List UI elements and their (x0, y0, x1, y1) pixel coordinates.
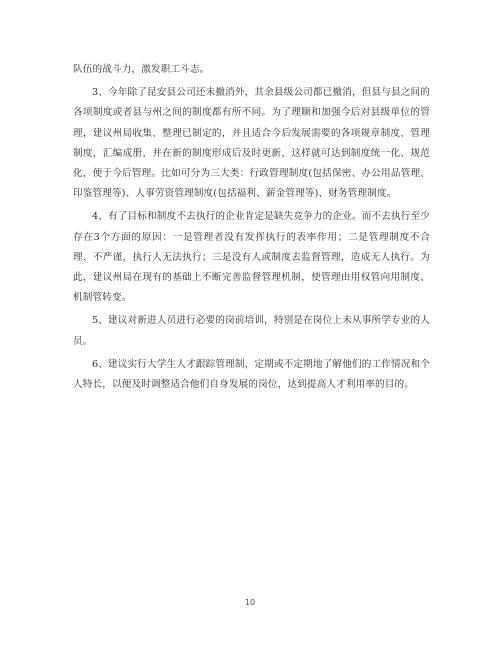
paragraph-item-4: 4、有了目标和制度不去执行的企业肯定是缺失竞争力的企业。而不去执行至少存在3个方面的原因：一是管理者没有发挥执行的表率作用；二是管理制度不合理、不严谨，执行人无法执行；三是没有人或制度去监督管理，造成无人执行。为此，建议州局在现有的基础上不断完善监督管理机制，使管理由用权管向用制度、机制管转变。 (73, 211, 430, 304)
paragraph-item-3: 3、今年除了昆安县公司还未撤消外，其余县级公司都已撤消，但县与县之间的各项制度或者县与州之间的制度都有所不同。为了理顺和加强今后对县级单位的管理，建议州局收集、整理已制定的，并且适合今后发展需要的各项规章制度、管理制度，汇编成册，并在新的制度形成后及时更新，这样就可达到制度统一化、规范化，便于今后管理。比如可分为三大类：行政管理制度(包括保密、办公用品管理、印鉴管理等)、人事劳资管理制度(包括福利、薪金管理等)、财务管理制度。 (73, 87, 430, 200)
paragraph-item-5: 5、建议对新进人员进行必要的岗前培训，特别是在岗位上未从事所学专业的人员。 (73, 315, 430, 347)
document-body (73, 60, 430, 398)
paragraph-item-6: 6、建议实行大学生人才跟踪管理制，定期或不定期地了解他们的工作情况和个人特长，以便及时调整适合他们自身发展的岗位，达到提高人才利用率的目的。 (73, 358, 430, 391)
page-number: 10 (244, 598, 256, 607)
paragraph-continuation: 队伍的战斗力，激发职工斗志。 (73, 64, 210, 75)
